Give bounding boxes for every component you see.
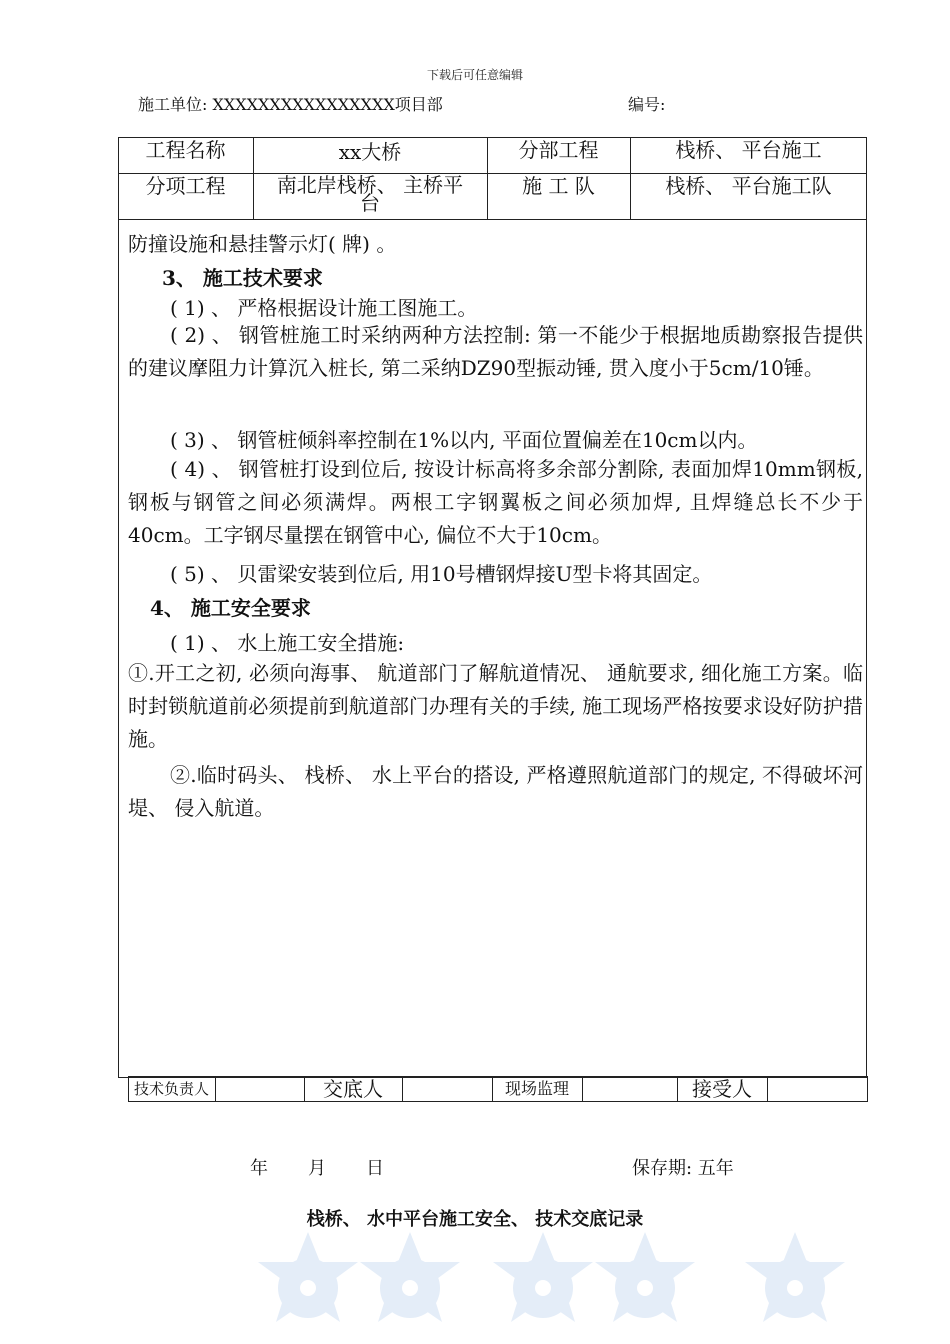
watermark-snowflake-icon (745, 1232, 845, 1344)
item-project-label: 分项工程 (145, 174, 226, 198)
presenter-label: 交底人 (323, 1077, 383, 1101)
signature-divider (582, 1076, 583, 1102)
safety-requirement-1: ( 1) 、 水上施工安全措施: (170, 631, 405, 655)
safety-measure-1: ①.开工之初, 必须向海事、 航道部门了解航道情况、 通航要求, 细化施工方案。临时封锁航道前必须提前到航道部门办理有关的手续, 施工现场严格按要求设好防护措施。 (128, 661, 863, 751)
table-bottom-divider (118, 219, 867, 220)
project-name-value: xx大桥 (338, 140, 402, 164)
tech-lead-label: 技术负责人 (133, 1080, 209, 1098)
item-project-value (253, 173, 487, 215)
signature-divider (215, 1076, 216, 1102)
document-number-label: 编号: (628, 95, 666, 114)
tech-requirement-1: ( 1) 、 严格根据设计施工图施工。 (170, 296, 478, 320)
tech-requirement-4: ( 4) 、 钢管桩打设到位后, 按设计标高将多余部分割除, 表面加焊10mm钢板, 钢板与钢管之间必须满焊。两根工字钢翼板之间必须加焊, 且焊缝总长不少于40cm。工字钢尽量摆在钢管中心, 偏位不大于10cm。 (128, 457, 863, 547)
watermark-snowflake-icon (360, 1232, 460, 1344)
watermark-snowflake-icon (493, 1232, 593, 1344)
download-note: 下载后可任意编辑 (426, 68, 523, 82)
tech-requirement-2: ( 2) 、 钢管桩施工时采纳两种方法控制: 第一不能少于根据地质勘察报告提供的建议摩阻力计算沉入桩长, 第二采纳DZ90型振动锤, 贯入度小于5cm/10锤。 (128, 323, 863, 380)
sub-project-value: 栈桥、 平台施工 (675, 138, 822, 162)
signature-divider (402, 1076, 403, 1102)
watermark-snowflake-icon (595, 1232, 695, 1344)
section-heading-safety: 4、 施工安全要求 (150, 596, 311, 620)
tech-requirement-5: ( 5) 、 贝雷梁安装到位后, 用10号槽钢焊接U型卡将其固定。 (170, 562, 713, 586)
watermark-snowflake-icon (258, 1232, 358, 1344)
construction-unit-label: 施工单位: XXXXXXXXXXXXXXXX项目部 (138, 95, 443, 114)
date-month: 月 (308, 1158, 326, 1179)
item-project-value-line2: 台 (360, 191, 380, 215)
construction-team-label: 施 工 队 (522, 174, 595, 198)
item-project-value-line1: 南北岸栈桥、 主桥平 (276, 173, 464, 197)
retention-period: 保存期: 五年 (632, 1158, 734, 1179)
supervisor-label: 现场监理 (504, 1079, 569, 1098)
date-year: 年 (250, 1158, 268, 1179)
tech-requirement-3: ( 3) 、 钢管桩倾斜率控制在1%以内, 平面位置偏差在10cm以内。 (170, 428, 758, 452)
record-title: 栈桥、 水中平台施工安全、 技术交底记录 (306, 1209, 644, 1230)
intro-line: 防撞设施和悬挂警示灯( 牌) 。 (128, 232, 397, 256)
date-day: 日 (366, 1158, 384, 1179)
receiver-label: 接受人 (692, 1077, 752, 1101)
signature-divider (767, 1076, 768, 1102)
safety-measure-2: ②.临时码头、 栈桥、 水上平台的搭设, 严格遵照航道部门的规定, 不得破坏河堤、 侵入航道。 (128, 763, 863, 820)
project-name-label: 工程名称 (145, 138, 226, 162)
construction-team-value: 栈桥、 平台施工队 (665, 174, 832, 198)
sub-project-label: 分部工程 (518, 138, 599, 162)
section-heading-tech: 3、 施工技术要求 (162, 266, 323, 290)
